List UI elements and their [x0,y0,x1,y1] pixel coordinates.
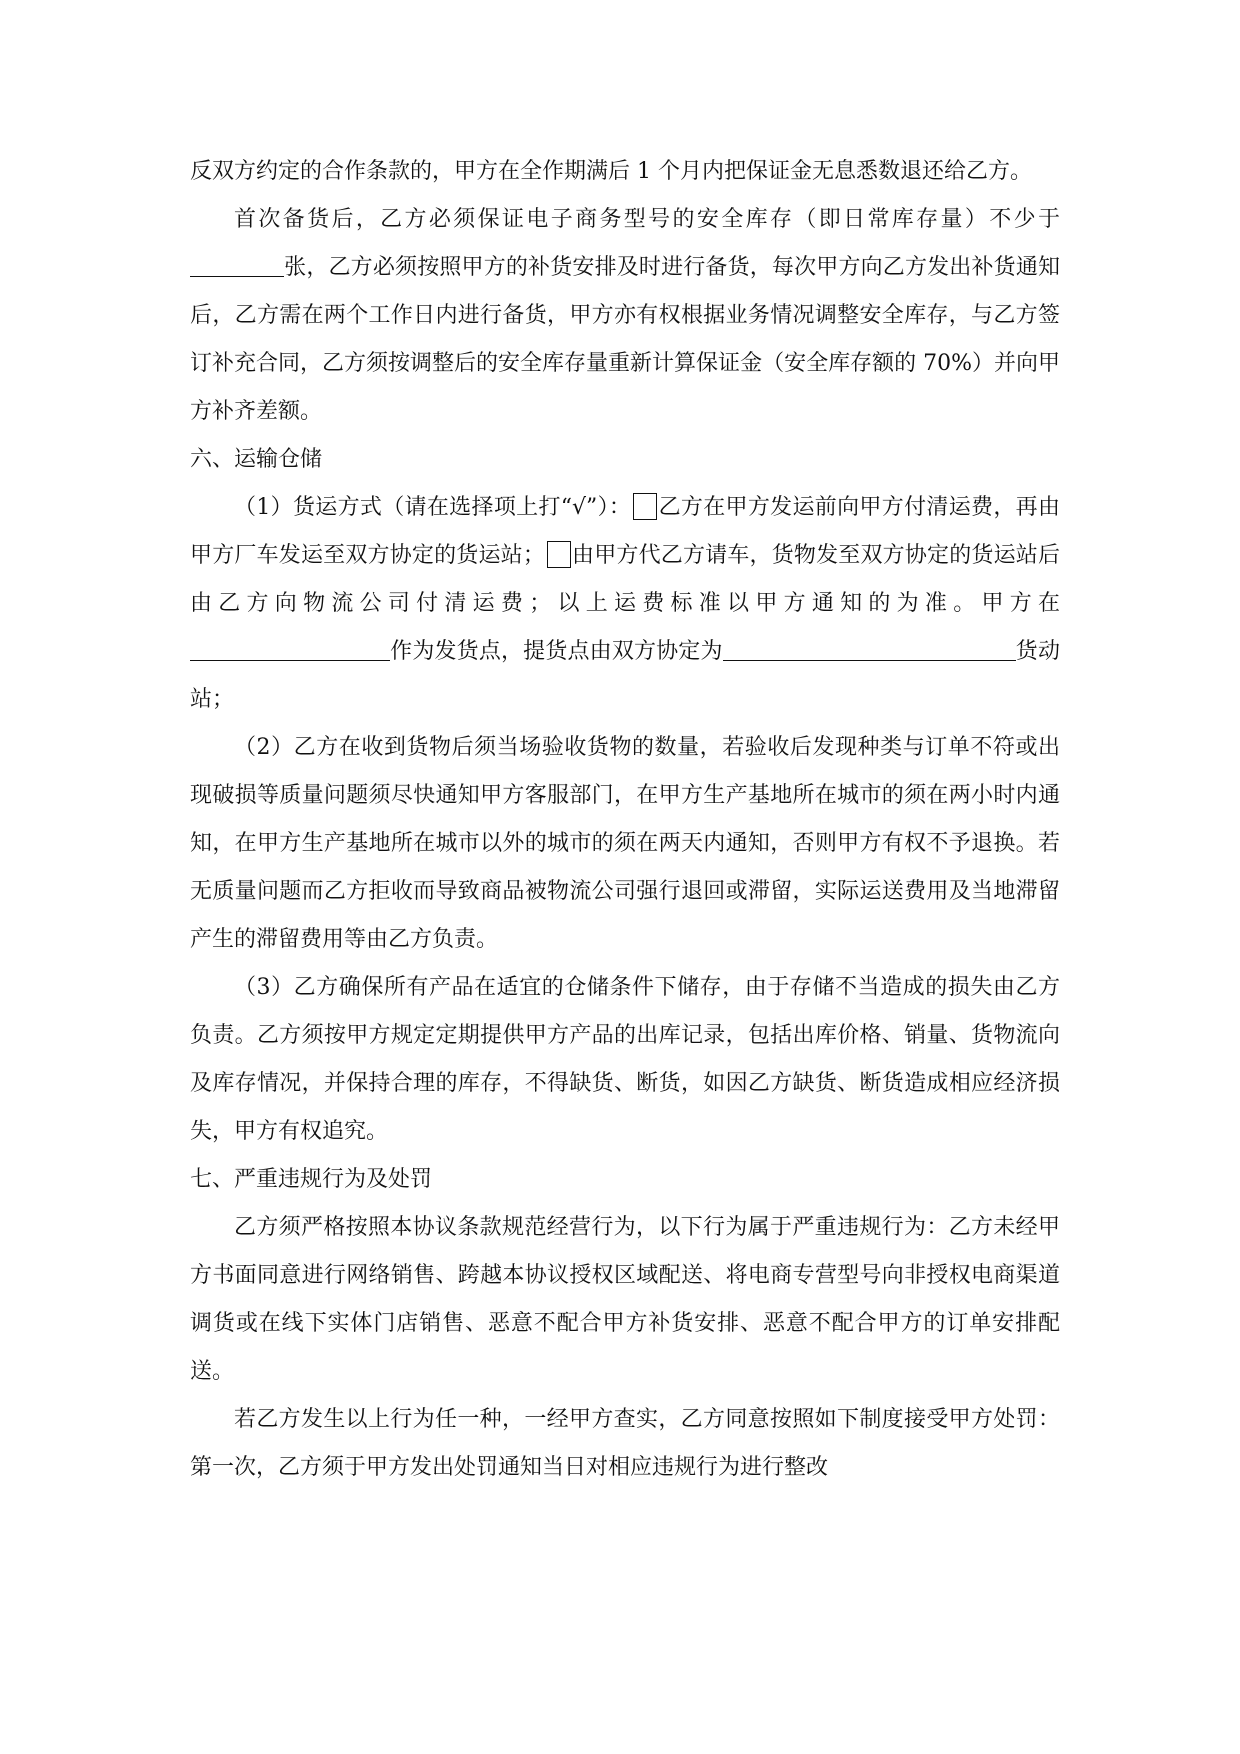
shipping-point-blank[interactable] [190,638,390,661]
pickup-point-text: 作为发货点，提货点由双方协定为 [390,639,723,664]
shipping-option-2-text: 由甲方代乙方请车，货物发至双方协定的货运站后由乙方向物流公司付清运费；以上运费标准以甲方通知的为准。甲方在 [190,543,1060,616]
paragraph-violation-list: 乙方须严格按照本协议条款规范经营行为，以下行为属于严重违规行为：乙方未经甲方书面同意进行网络销售、跨越本协议授权区域配送、将电商专营型号向非授权电商渠道调货或在线下实体门店销售、恶意不配合甲方补货安排、恶意不配合甲方的订单安排配送。 [190,1215,1060,1384]
shipping-method-label: （1）货运方式（请在选择项上打“√”）： [234,495,632,520]
pickup-point-blank-end-of-line[interactable] [723,638,776,661]
shipping-option-2-checkbox[interactable] [547,541,571,568]
section-heading-serious-violations: 七、严重违规行为及处罚 [190,1167,433,1192]
shipping-option-1-checkbox[interactable] [633,493,657,520]
shipping-option-1-text: 乙方在甲方发运前向甲方付清运费，再由甲方厂车发运至双方协定的货运站； [190,495,1060,568]
paragraph-deposit-refund: 反双方约定的合作条款的，甲方在全作期满后 1 个月内把保证金无息悉数退还给乙方。 [190,159,1032,184]
paragraph-safety-stock [190,196,1060,436]
document-page [190,148,1060,1492]
paragraph-warehouse-storage: （3）乙方确保所有产品在适宜的仓储条件下储存，由于存储不当造成的损失由乙方负责。乙方须按甲方规定定期提供甲方产品的出库记录，包括出库价格、销量、货物流向及库存情况，并保持合理的库存，不得缺货、断货，如因乙方缺货、断货造成相应经济损失，甲方有权追究。 [190,975,1060,1144]
safety-stock-text-start: 首次备货后，乙方必须保证电子商务型号的安全库存（即日常库存量）不少于 [234,207,1060,232]
pickup-station-text: 货动站； [190,639,1060,712]
paragraph-penalty: 若乙方发生以上行为任一种，一经甲方查实，乙方同意按照如下制度接受甲方处罚：第一次，乙方须于甲方发出处罚通知当日对相应违规行为进行整改 [190,1407,1060,1480]
safety-stock-quantity-blank[interactable] [190,254,284,277]
paragraph-shipping-method [190,484,1060,724]
paragraph-goods-inspection: （2）乙方在收到货物后须当场验收货物的数量，若验收后发现种类与订单不符或出现破损等质量问题须尽快通知甲方客服部门，在甲方生产基地所在城市的须在两小时内通知，在甲方生产基地所在城市以外的城市的须在两天内通知，否则甲方有权不予退换。若无质量问题而乙方拒收而导致商品被物流公司强行退回或滞留，实际运送费用及当地滞留产生的滞留费用等由乙方负责。 [190,735,1060,952]
pickup-point-blank[interactable] [776,638,1016,661]
section-heading-transport-storage: 六、运输仓储 [190,447,323,472]
safety-stock-text-end: 张，乙方必须按照甲方的补货安排及时进行备货，每次甲方向乙方发出补货通知后，乙方需在两个工作日内进行备货，甲方亦有权根据业务情况调整安全库存，与乙方签订补充合同，乙方须按调整后的安全库存量重新计算保证金（安全库存额的 70%）并向甲方补齐差额。 [190,255,1060,424]
